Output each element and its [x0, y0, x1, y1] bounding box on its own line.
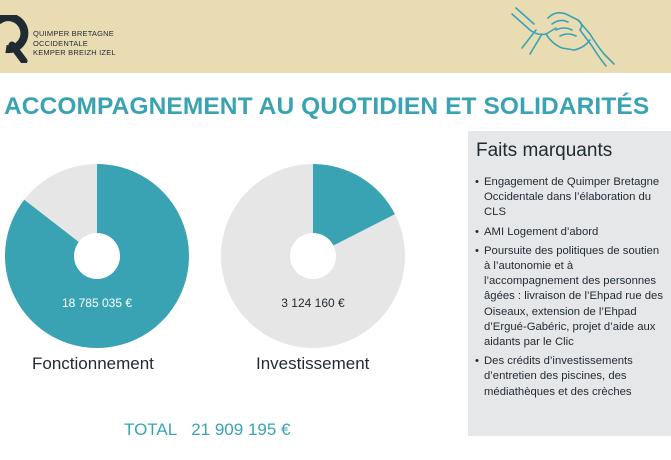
panel-list [475, 175, 667, 404]
logo-q-icon [0, 15, 30, 63]
pie-value-investissement: 3 124 160 € [281, 296, 345, 310]
list-item: • Poursuite des politiques de soutien à l’autonomie et à l’accompagnement des personnes âgées : livraison de l’Ehpad rue des Oiseaux, extension de l’Ehpad d’Ergué-Gabéric, projet d’aide aux aidants par le Clic [475, 244, 667, 350]
pie-title-investissement: Investissement [256, 354, 370, 373]
pie-fonctionnement [4, 163, 190, 349]
pie-investissement [220, 163, 406, 349]
total-line [124, 420, 290, 440]
logo-line: KEMPER BREIZH IZEL [33, 48, 116, 57]
header-band [0, 0, 671, 73]
pie-title-fonctionnement: Fonctionnement [32, 354, 154, 373]
panel-title: Faits marquants [476, 140, 613, 161]
page-title: ACCOMPAGNEMENT AU QUOTIDIEN ET SOLIDARITÉS [4, 93, 650, 120]
pie-center-hole [74, 233, 120, 279]
list-item: • AMI Logement d’abord [475, 225, 667, 240]
total-value: 21 909 195 € [191, 420, 291, 439]
logo-line: OCCIDENTALE [33, 38, 88, 48]
list-item: • Des crédits d’investissements d’entretien des piscines, des médiathèques et des crèches [475, 354, 667, 400]
pie-value-fonctionnement: 18 785 035 € [61, 296, 133, 310]
handshake-icon [508, 4, 620, 68]
list-item: • Engagement de Quimper Bretagne Occidentale dans l’élaboration du CLS [475, 175, 667, 221]
total-label: TOTAL [124, 420, 178, 439]
faits-marquants-panel [468, 131, 671, 436]
logo-text [33, 29, 116, 58]
logo-line: QUIMPER BRETAGNE [33, 29, 114, 38]
pie-center-hole [290, 233, 336, 279]
